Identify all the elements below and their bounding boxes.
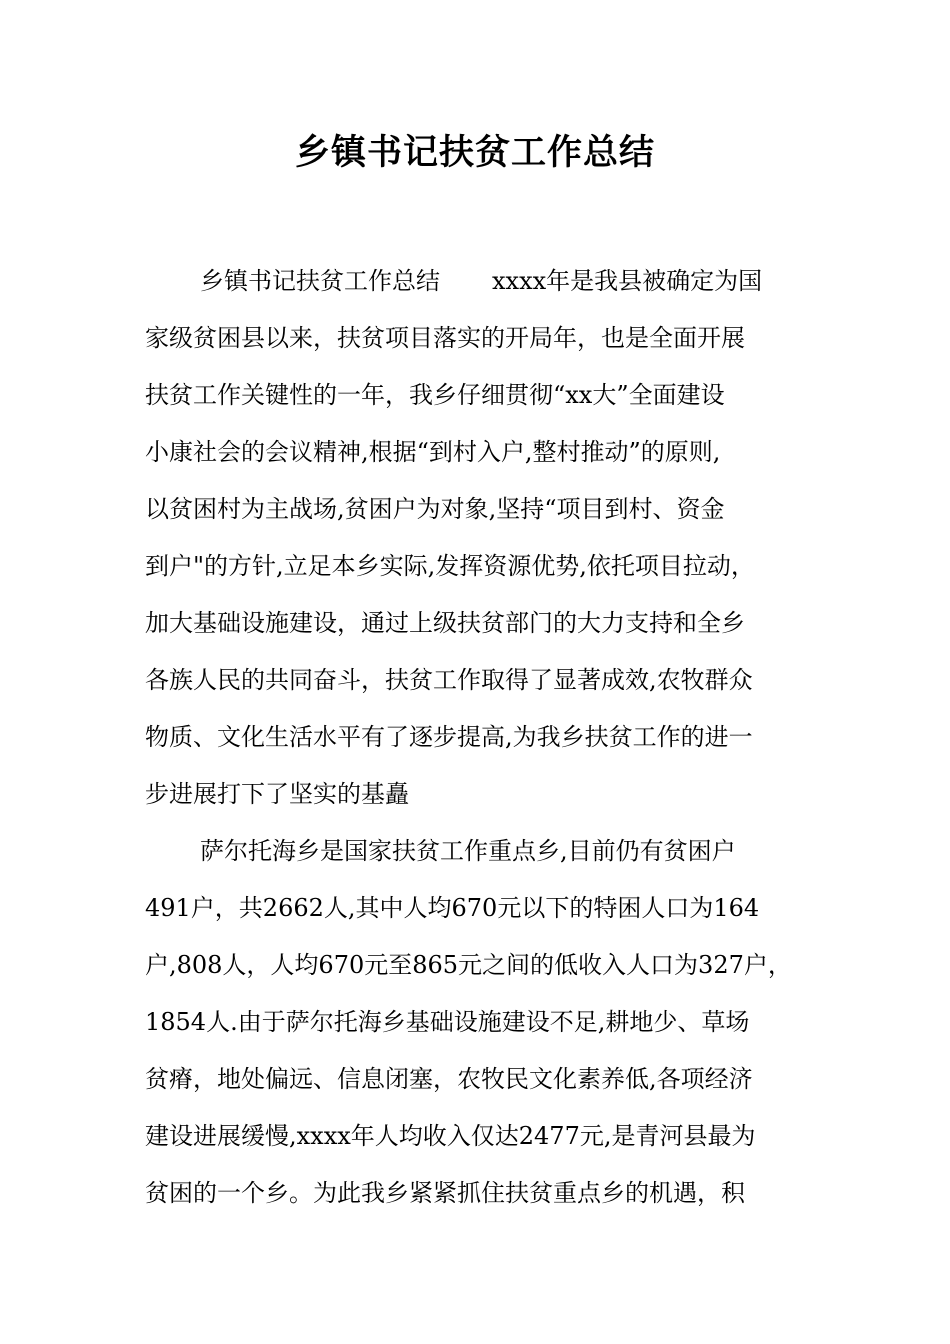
paragraph-lead-text: 乡镇书记扶贫工作总结 [200, 267, 440, 295]
paragraph-line: 家级贫困县以来，扶贫项目落实的开局年，也是全面开展 [145, 324, 745, 352]
paragraph-line: 步进展打下了坚实的基矗 [145, 780, 409, 808]
paragraph-line: 萨尔托海乡是国家扶贫工作重点乡,目前仍有贫困户 [200, 837, 736, 865]
paragraph-line: 以贫困村为主战场,贫困户为对象,坚持“项目到村、资金 [145, 495, 725, 523]
paragraph-line [200, 261, 762, 301]
paragraph-line: 491户，共2662人,其中人均670元以下的特困人口为164 [145, 894, 760, 922]
paragraph-line: 到户"的方针,立足本乡实际,发挥资源优势,依托项目拉动， [145, 552, 755, 580]
paragraph-line: 1854人.由于萨尔托海乡基础设施建设不足,耕地少、草场 [145, 1008, 750, 1036]
paragraph-line: 贫困的一个乡。为此我乡紧紧抓住扶贫重点乡的机遇，积 [145, 1179, 745, 1207]
paragraph-lead-continuation: xxxx年是我县被确定为国 [492, 267, 763, 295]
paragraph-line: 建设进展缓慢,xxxx年人均收入仅达2477元,是青河县最为 [145, 1122, 756, 1150]
document-title: 乡镇书记扶贫工作总结 [294, 132, 655, 173]
paragraph-line: 扶贫工作关键性的一年，我乡仔细贯彻“xx大”全面建设 [145, 381, 725, 409]
paragraph-line: 户,808人，人均670元至865元之间的低收入人口为327户， [145, 951, 792, 979]
paragraph-line: 贫瘠，地处偏远、信息闭塞，农牧民文化素养低,各项经济 [145, 1065, 753, 1093]
paragraph-line: 物质、文化生活水平有了逐步提高,为我乡扶贫工作的进一 [145, 723, 753, 751]
paragraph-line: 加大基础设施建设，通过上级扶贫部门的大力支持和全乡 [145, 609, 745, 637]
paragraph-line: 小康社会的会议精神,根据“到村入户,整村推动”的原则, [145, 438, 721, 466]
paragraph-line: 各族人民的共同奋斗，扶贫工作取得了显著成效,农牧群众 [145, 666, 753, 694]
